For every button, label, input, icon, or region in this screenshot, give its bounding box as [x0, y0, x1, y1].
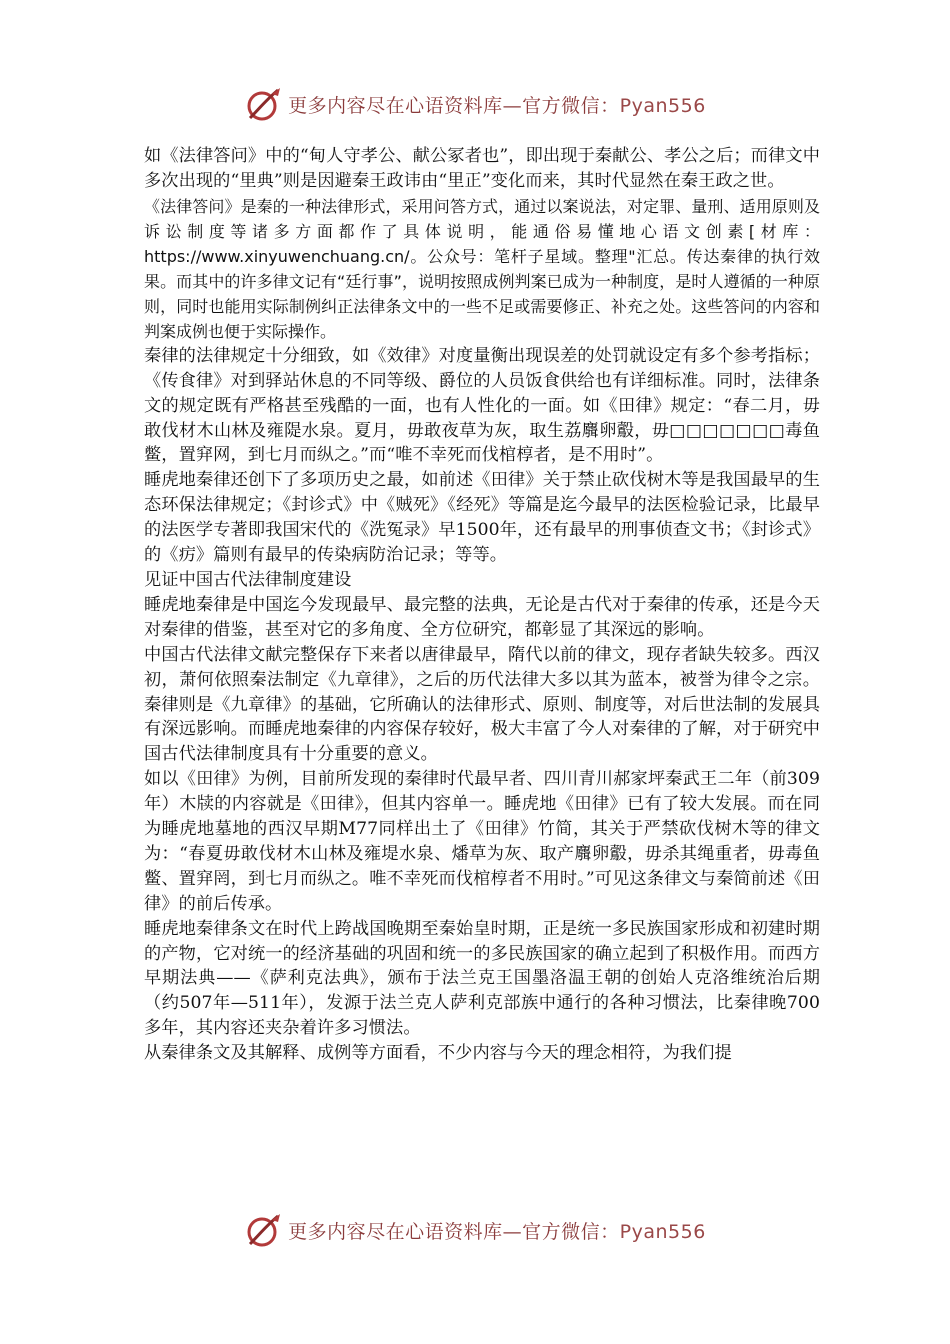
body-paragraph: 睡虎地秦律条文在时代上跨战国晚期至秦始皇时期，正是统一多民族国家形成和初建时期的产物，它对统一的经济基础的巩固和统一的多民族国家的确立起到了积极作用。而西方早期法典——《萨利克法典》，颁布于法兰克王国墨洛温王朝的创始人克洛维统治后期（约507年—511年），发源于法兰克人萨利克部族中通行的各种习惯法，比秦律晚700多年，其内容还夹杂着许多习惯法。 — [144, 918, 820, 1039]
brush-logo-icon — [244, 1210, 284, 1250]
brush-logo-icon — [244, 84, 284, 124]
footer-watermark-banner — [0, 1208, 950, 1252]
banner-label: 更多内容尽在心语资料库—官方微信： — [288, 1220, 620, 1243]
body-paragraph: 秦律的法律规定十分细致，如《效律》对度量衡出现误差的处罚就设定有多个参考指标；《传食律》对到驿站休息的不同等级、爵位的人员饭食供给也有详细标准。同时，法律条文的规定既有严格甚至残酷的一面，也有人性化的一面。如《田律》规定：“春二月，毋敢伐材木山林及雍隄水泉。夏月，毋敢夜草为灰，取生荔麛卵鷇，毋□□□□□□□毒鱼鳖，置穽网，到七月而纵之。”而“唯不幸死而伐棺椁者，是不用时”。 — [144, 345, 820, 466]
body-paragraph: 睡虎地秦律还创下了多项历史之最，如前述《田律》关于禁止砍伐树木等是我国最早的生态环保法律规定；《封诊式》中《贼死》《经死》等篇是迄今最早的法医检验记录，比最早的法医学专著即我国宋代的《洗冤录》早1500年，还有最早的刑事侦查文书；《封诊式》的《疠》篇则有最早的传染病防治记录；等等。 — [144, 470, 820, 566]
section-heading: 见证中国古代法律制度建设 — [144, 569, 352, 590]
body-paragraph: 从秦律条文及其解释、成例等方面看，不少内容与今天的理念相符，为我们提 — [144, 1043, 732, 1064]
body-paragraph: 如以《田律》为例，目前所发现的秦律时代最早者、四川青川郝家坪秦武王二年（前309年）木牍的内容就是《田律》，但其内容单一。睡虎地《田律》已有了较大发展。而在同为睡虎地墓地的西汉早期M77同样出土了《田律》竹简，其关于严禁砍伐树木等的律文为：“春夏毋敢伐材木山林及雍堤水泉、燔草为灰、取产麛卵鷇，毋杀其绳重者，毋毒鱼鳖、置穽罔，到七月而纵之。唯不幸死而伐棺椁者不用时。”可见这条律文与秦简前述《田律》的前后传承。 — [144, 769, 820, 914]
banner-wechat-id: Pyan556 — [619, 94, 706, 117]
banner-wechat-id: Pyan556 — [619, 1220, 706, 1243]
banner-text — [288, 91, 706, 118]
document-body — [144, 144, 820, 1066]
body-paragraph: 中国古代法律文献完整保存下来者以唐律最早，隋代以前的律文，现存者缺失较多。西汉初，萧何依照秦法制定《九章律》，之后的历代法律大多以其为蓝本，被誉为律令之宗。秦律则是《九章律》的基础，它所确认的法律形式、原则、制度等，对后世法制的发展具有深远影响。而睡虎地秦律的内容保存较好，极大丰富了今人对秦律的了解，对于研究中国古代法律制度具有十分重要的意义。 — [144, 644, 820, 765]
header-watermark-banner — [0, 82, 950, 126]
body-paragraph: 《法律答问》是秦的一种法律形式，采用问答方式，通过以案说法，对定罪、量刑、适用原则及诉讼制度等诸多方面都作了具体说明，能通俗易懂地心语文创素[材库：https://www.xinyuwenchuang.cn/。公众号：笔杆子星域。整理"汇总。传达秦律的执行效果。而其中的许多律文记有“廷行事”，说明按照成例判案已成为一种制度，是时人遵循的一种原则，同时也能用实际制例纠正法律条文中的一些不足或需要修正、补充之处。这些答问的内容和判案成例也便于实际操作。 — [144, 196, 820, 341]
banner-label: 更多内容尽在心语资料库—官方微信： — [288, 94, 620, 117]
body-paragraph: 如《法律答问》中的“甸人守孝公、献公冢者也”，即出现于秦献公、孝公之后；而律文中多次出现的“里典”则是因避秦王政讳由“里正”变化而来，其时代显然在秦王政之世。 — [144, 146, 820, 191]
banner-text — [288, 1217, 706, 1244]
body-paragraph: 睡虎地秦律是中国迄今发现最早、最完整的法典，无论是古代对于秦律的传承，还是今天对秦律的借鉴，甚至对它的多角度、全方位研究，都彰显了其深远的影响。 — [144, 594, 820, 640]
